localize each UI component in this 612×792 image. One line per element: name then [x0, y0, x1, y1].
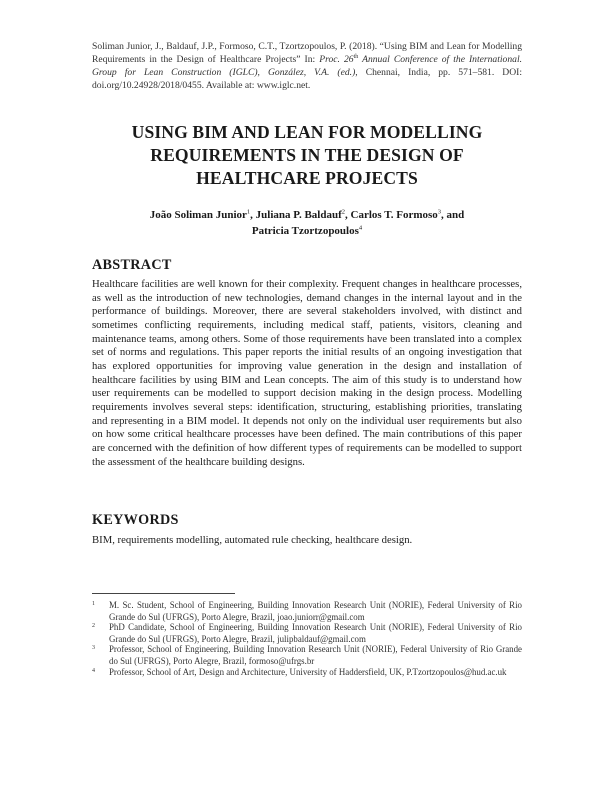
- author-separator: , and: [441, 209, 465, 221]
- footnote: [92, 600, 522, 623]
- author-separator: ,: [345, 209, 351, 221]
- title-line-1: USING BIM AND LEAN FOR MODELLING: [131, 122, 483, 142]
- citation-proc-sup: th: [353, 53, 359, 60]
- keywords-heading: KEYWORDS: [92, 512, 179, 528]
- author-name: Patricia Tzortzopoulos: [251, 225, 359, 237]
- title-line-2: REQUIREMENTS IN THE DESIGN OF: [150, 145, 464, 165]
- citation-authors-title: Soliman Junior, J., Baldauf, J.P., Formoso, C.T., Tzortzopoulos, P. (2018). “Using BIM and Lean for Modelling Requirements in the Design of Healthcare Projects” In:: [92, 41, 522, 65]
- footnote-number: 1: [92, 601, 95, 607]
- author-list: [92, 207, 522, 239]
- author-affiliation-marker: 3: [437, 208, 442, 216]
- author-affiliation-marker: 2: [341, 208, 345, 216]
- footnote-number: 2: [92, 623, 95, 629]
- abstract-heading: ABSTRACT: [92, 257, 172, 273]
- paper-title: [92, 121, 522, 190]
- footnote-text: Professor, School of Art, Design and Architecture, University of Haddersfield, UK, P.Tzortzopoulos@hud.ac.uk: [109, 667, 507, 677]
- title-line-3: HEALTHCARE PROJECTS: [196, 168, 418, 188]
- footnote-divider: [92, 593, 235, 594]
- author-affiliation-marker: 4: [358, 224, 363, 232]
- footnote-text: M. Sc. Student, School of Engineering, Building Innovation Research Unit (NORIE), Federal University of Rio Grande do Sul (UFRGS), Porto Alegre, Brazil, joao.juniorr@gmail.com: [109, 600, 522, 622]
- footnote-text: PhD Candidate, School of Engineering, Building Innovation Research Unit (NORIE), Federal University of Rio Grande do Sul (UFRGS), Porto Alegre, Brazil, julipbaldauf@gmail.com: [109, 622, 522, 644]
- footnote: [92, 644, 522, 667]
- citation-header: [92, 40, 522, 92]
- citation-proc-prefix: Proc. 26: [319, 54, 354, 65]
- author-name: Carlos T. Formoso: [350, 209, 438, 221]
- author-name: Juliana P. Baldauf: [255, 209, 342, 221]
- abstract-text: Healthcare facilities are well known for their complexity. Frequent changes in healthcare processes, as well as the introduction of new technologies, demand changes in the internal layout and in the performance of buildings. Moreover, there are several stakeholders involved, with distinct and sometimes conflicting requirements, including medical staff, patients, visitors, cleaning and maintenance teams, among others. Some of those requirements have been translated into a complex set of norms and regulations. This paper reports the initial results of an ongoing investigation that has explored opportunities for improving value generation in the design and installation of healthcare facilities by using BIM and Lean concepts. The aim of this study is to understand how user requirements can be modelled to support decision making in the design process. Modelling requirements involves several steps: identification, structuring, establishing priorities, translating and representing in a BIM model. It depends not only on the individual user requirements but also on how some critical healthcare processes have been defined. The main contributions of this paper are concerned with the definition of how different types of requirements can be modelled to support the assessment of the healthcare building designs.: [92, 278, 522, 468]
- footnote: [92, 622, 522, 645]
- footnote-number: 4: [92, 668, 95, 674]
- footnote-number: 3: [92, 645, 95, 651]
- author-affiliation-marker: 1: [246, 208, 251, 216]
- author-name: João Soliman Junior: [149, 209, 247, 221]
- footnote-text: Professor, School of Engineering, Building Innovation Research Unit (NORIE), Federal University of Rio Grande do Sul (UFRGS), Porto Alegre, Brazil, formoso@ufrgs.br: [109, 644, 522, 666]
- citation-proc-rest: Annual Conference of the International. Group for Lean Construction (IGLC), González, V.A. (ed.): [92, 54, 523, 78]
- citation-location-doi: , Chennai, India, pp. 571–581. DOI: doi.org/10.24928/2018/0455. Available at: www.iglc.net.: [92, 67, 522, 91]
- footnote: [92, 667, 522, 679]
- author-separator: ,: [250, 209, 256, 221]
- keywords-text: BIM, requirements modelling, automated rule checking, healthcare design.: [92, 534, 413, 546]
